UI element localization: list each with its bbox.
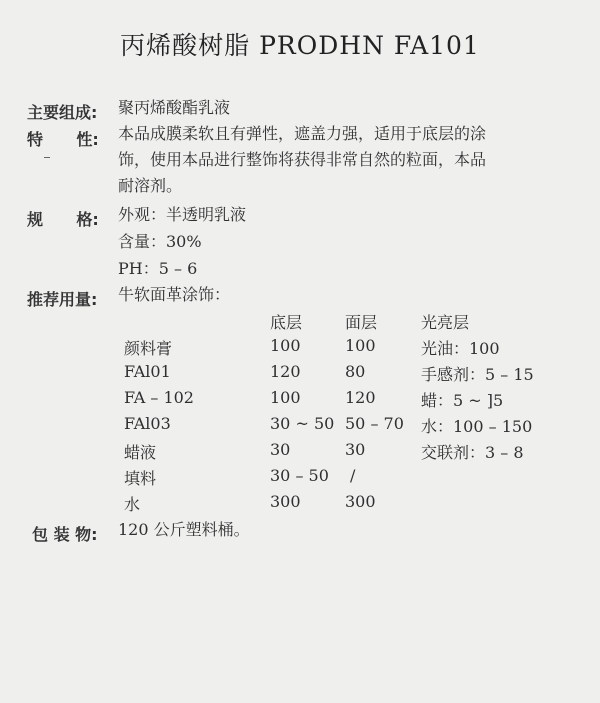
row-base: 30 ~ 50 [270, 414, 335, 433]
row-name: 蜡液 [124, 443, 157, 462]
specs-label: 规 格: [27, 210, 99, 229]
row-name: 颜料膏 [124, 339, 173, 358]
row-base: 100 [270, 388, 301, 407]
row-top: 100 [345, 336, 376, 355]
features-line-3: 耐溶剂。 [118, 176, 183, 195]
header-base: 底层 [270, 313, 303, 332]
row-name: FAl03 [124, 414, 171, 433]
row-base: 300 [270, 492, 301, 511]
specs-line-1: 外观：半透明乳液 [118, 205, 247, 224]
specs-line-2: 含量：30% [118, 232, 202, 251]
features-line-1: 本品成膜柔软且有弹性，遮盖力强，适用于底层的涂 [118, 124, 487, 143]
features-label: 特 性: [27, 130, 99, 149]
row-base: 30 – 50 [270, 466, 329, 485]
row-name: 水 [124, 495, 141, 514]
header-gloss: 光亮层 [421, 313, 470, 332]
row-gloss: 蜡：5 ~ ]5 [421, 391, 504, 410]
features-line-2: 饰，使用本品进行整饰将获得非常自然的粒面，本品 [118, 150, 487, 169]
row-top: 30 [345, 440, 366, 459]
usage-intro: 牛软面革涂饰： [118, 285, 231, 304]
row-base: 120 [270, 362, 301, 381]
row-base: 100 [270, 336, 301, 355]
header-top: 面层 [345, 313, 378, 332]
row-top: 80 [345, 362, 366, 381]
row-gloss: 交联剂：3 – 8 [421, 443, 524, 462]
usage-label: 推荐用量: [27, 290, 98, 309]
row-name: FA – 102 [124, 388, 194, 407]
row-name: 填料 [124, 469, 157, 488]
row-top: 120 [345, 388, 376, 407]
margin-mark [44, 157, 50, 158]
row-gloss: 手感剂：5 – 15 [421, 365, 534, 384]
composition-label: 主要组成: [27, 103, 98, 122]
row-gloss: 光油：100 [421, 339, 500, 358]
row-top: 300 [345, 492, 376, 511]
composition-value: 聚丙烯酸酯乳液 [118, 98, 231, 117]
row-top: / [350, 466, 356, 485]
packaging-value: 120 公斤塑料桶。 [118, 520, 250, 539]
row-base: 30 [270, 440, 291, 459]
row-gloss: 水：100 – 150 [421, 417, 533, 436]
page-title: 丙烯酸树脂 PRODHN FA101 [120, 31, 480, 60]
specs-line-3: PH：5 – 6 [118, 259, 198, 278]
row-name: FAl01 [124, 362, 171, 381]
row-top: 50 – 70 [345, 414, 404, 433]
packaging-label: 包 装 物: [32, 525, 98, 544]
